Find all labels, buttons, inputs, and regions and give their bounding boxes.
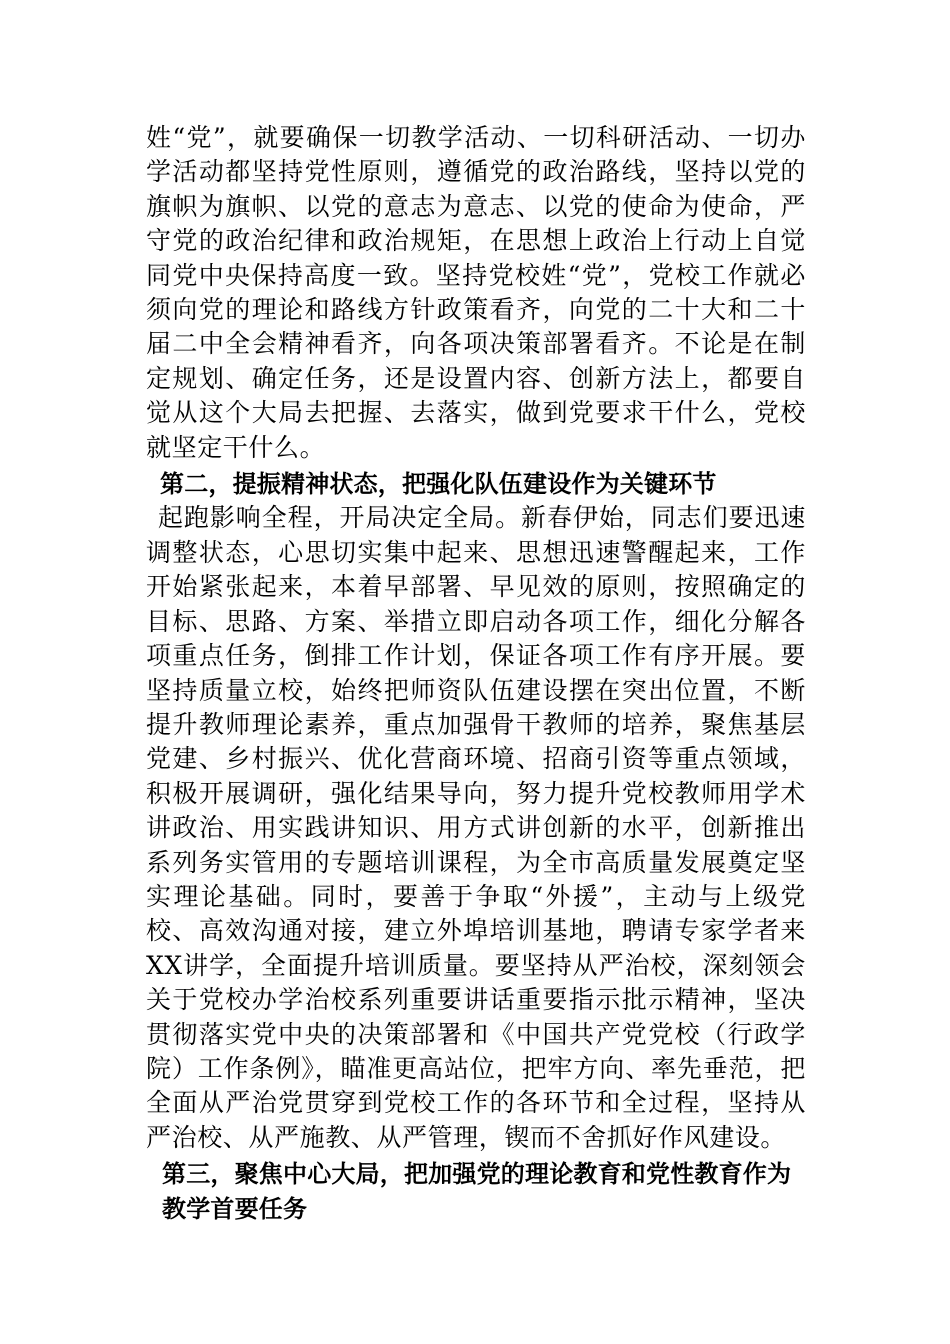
body-paragraph-party-principle: 姓“党”，就要确保一切教学活动、一切科研活动、一切办学活动都坚持党性原则，遵循党的政治路线，坚持以党的旗帜为旗帜、以党的意志为意志、以党的使命为使命，严守党的政治纪律和政治规矩，在思想上政治上行动上自觉同党中央保持高度一致。坚持党校姓“党”，党校工作就必须向党的理论和路线方针政策看齐，向党的二十大和二十届二中全会精神看齐，向各项决策部署看齐。不论是在制定规划、确定任务，还是设置内容、创新方法上，都要自觉从这个大局去把握、去落实，做到党要求干什么，党校就坚定干什么。 <box>146 123 806 462</box>
document-page <box>146 121 806 1226</box>
section-heading-second: 第二，提振精神状态，把强化队伍建设作为关键环节 <box>160 470 717 499</box>
body-paragraph-team-building: 起跑影响全程，开局决定全局。新春伊始，同志们要迅速调整状态，心思切实集中起来、思想迅速警醒起来，工作开始紧张起来，本着早部署、早见效的原则，按照确定的目标、思路、方案、举措立即启动各项工作，细化分解各项重点任务，倒排工作计划，保证各项工作有序开展。要坚持质量立校，始终把师资队伍建设摆在突出位置，不断提升教师理论素养，重点加强骨干教师的培养，聚焦基层党建、乡村振兴、优化营商环境、招商引资等重点领域，积极开展调研，强化结果导向，努力提升党校教师用学术讲政治、用实践讲知识、用方式讲创新的水平，创新推出系列务实管用的专题培训课程，为全市高质量发展奠定坚实理论基础。同时，要善于争取“外援”，主动与上级党校、高效沟通对接，建立外埠培训基地，聘请专家学者来XX讲学，全面提升培训质量。要坚持从严治校，深刻领会关于党校办学治校系列重要讲话重要指示批示精神，坚决贯彻落实党中央的决策部署和《中国共产党党校（行政学院）工作条例》，瞄准更高站位，把牢方向、率先垂范，把全面从严治党贯穿到党校工作的各环节和全过程，坚持从严治校、从严施教、从严管理，锲而不舍抓好作风建设。 <box>146 503 806 1152</box>
section-heading-third: 第三，聚焦中心大局，把加强党的理论教育和党性教育作为教学首要任务 <box>162 1160 792 1223</box>
